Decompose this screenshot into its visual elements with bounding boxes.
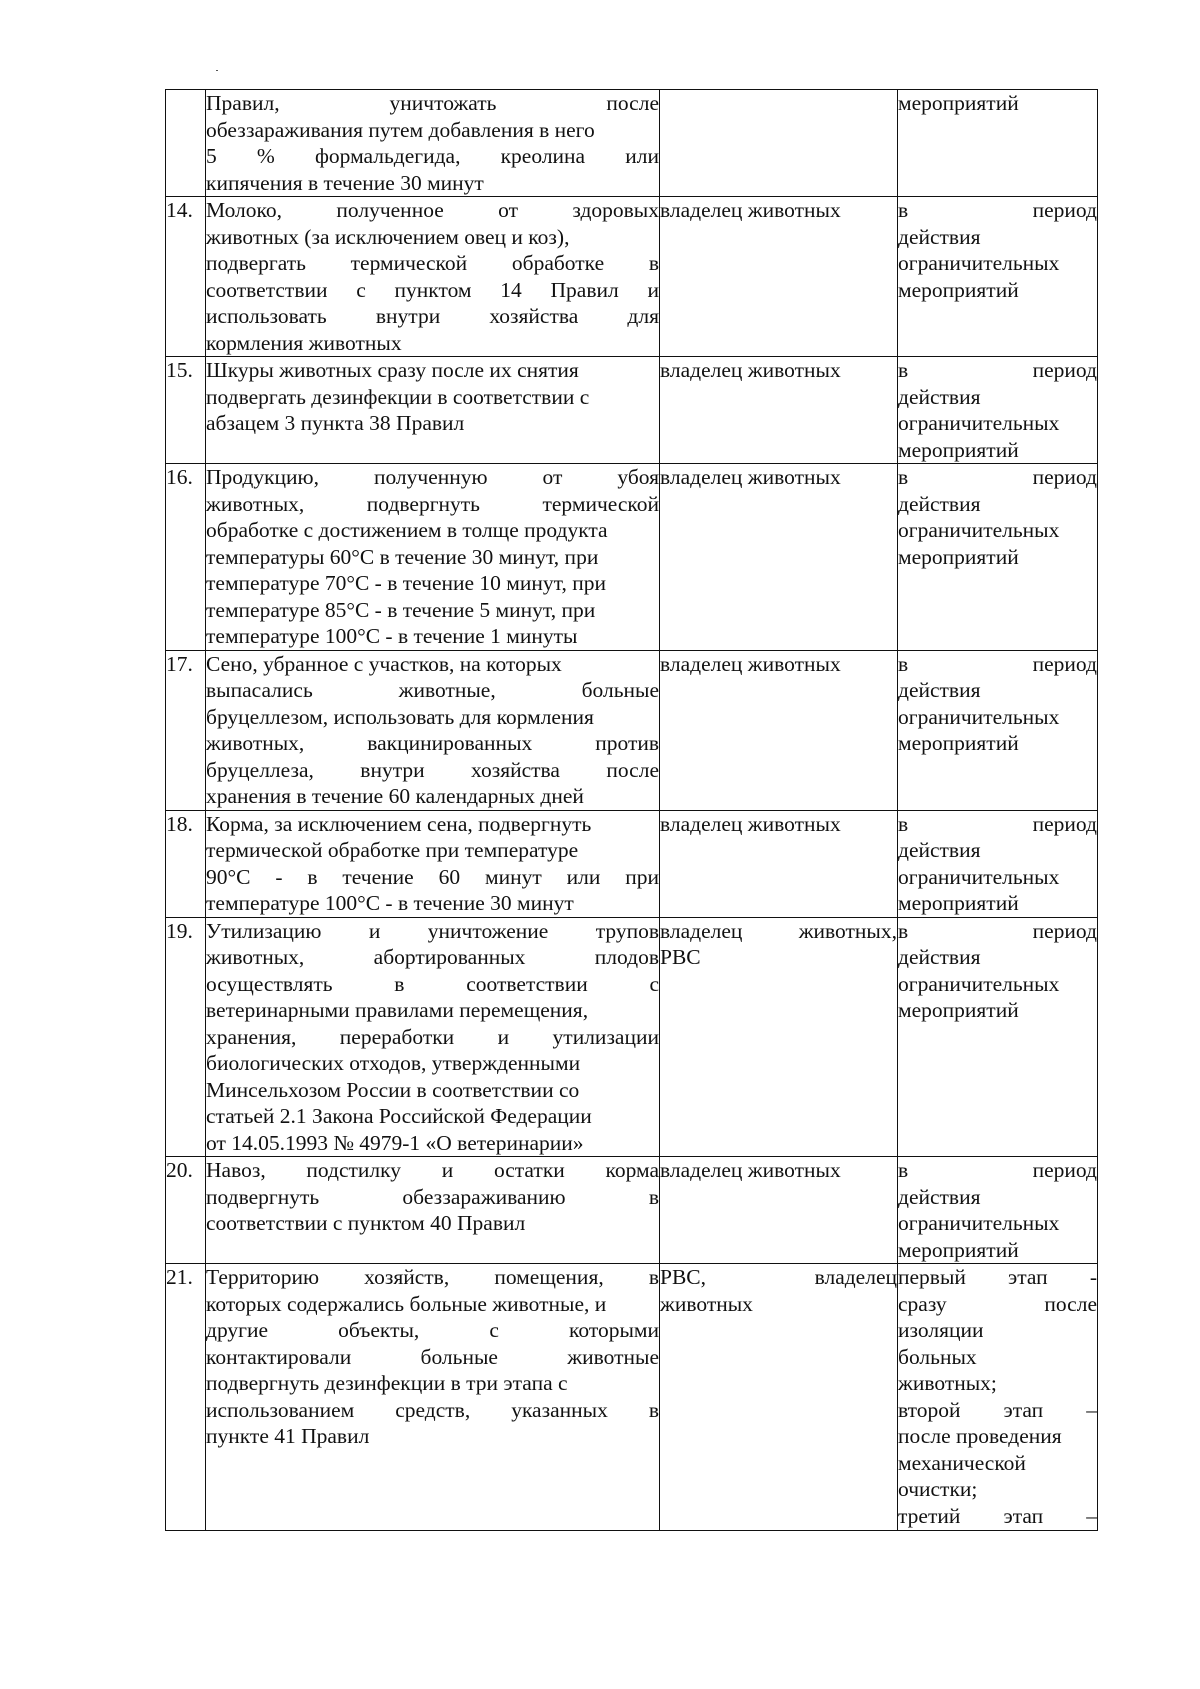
measure-text-line: бруцеллеза, внутри хозяйства после: [206, 757, 659, 782]
time-period-line: в период: [898, 465, 1097, 489]
measure-text-line: 5 % формальдегида, креолина или: [206, 144, 659, 168]
time-period-line: в период: [898, 358, 1097, 382]
measure-text-line: Навоз, подстилку и остатки корма: [206, 1158, 659, 1182]
measure-text: [206, 357, 660, 464]
responsible-party-line: РВС: [660, 945, 701, 969]
measure-text: [206, 917, 660, 1157]
row-21: [166, 1264, 1098, 1531]
measure-text-line: подвергать термической обработке в: [206, 251, 659, 275]
measure-text-line: Правил, уничтожать после: [206, 91, 659, 115]
responsible-party-line: владелец животных,: [660, 918, 897, 943]
time-period: [898, 197, 1098, 357]
time-period: [898, 917, 1098, 1157]
row-16: [166, 464, 1098, 651]
row-19: [166, 917, 1098, 1157]
time-period-line: ограничительных: [898, 251, 1060, 275]
time-period-line: действия: [898, 384, 981, 409]
row-number-value: 21.: [166, 1265, 193, 1289]
measure-text-line: кипячения в течение 30 минут: [206, 170, 484, 195]
time-period-line: действия: [898, 224, 981, 249]
time-period: [898, 464, 1098, 651]
time-period-line: в период: [898, 651, 1097, 676]
measure-text-line: подвергнуть обеззараживанию в: [206, 1184, 659, 1209]
time-period-line: первый этап -: [898, 1265, 1097, 1289]
time-period-line: ограничительных: [898, 411, 1060, 435]
measure-text-line: кормления животных: [206, 330, 402, 355]
time-period-line: ограничительных: [898, 971, 1060, 996]
measure-text-line: соответствии с пунктом 40 Правил: [206, 1211, 526, 1235]
responsible-party-line: владелец животных: [660, 198, 841, 222]
time-period-line: после проведения: [898, 1424, 1062, 1448]
measure-text-line: соответствии с пунктом 14 Правил и: [206, 277, 659, 302]
measure-text-line: от 14.05.1993 № 4979-1 «О ветеринарии»: [206, 1130, 584, 1155]
measure-text: [206, 1264, 660, 1531]
responsible-party: [660, 810, 898, 917]
row-number: [166, 650, 206, 810]
row-number: [166, 90, 206, 197]
measure-text-line: бруцеллезом, использовать для кормления: [206, 704, 594, 729]
time-period-line: второй этап –: [898, 1397, 1097, 1422]
row-number: [166, 917, 206, 1157]
time-period-line: мероприятий: [898, 544, 1019, 569]
responsible-party: [660, 1157, 898, 1264]
measure-text-line: Шкуры животных сразу после их снятия: [206, 358, 579, 382]
time-period: [898, 357, 1098, 464]
measure-text-line: животных, подвергнуть термической: [206, 491, 659, 516]
measure-text: [206, 197, 660, 357]
measure-text-line: температуре 85°С - в течение 5 минут, при: [206, 597, 596, 622]
time-period-line: мероприятий: [898, 437, 1019, 462]
time-period-line: в период: [898, 1158, 1097, 1182]
time-period: [898, 1157, 1098, 1264]
row-number: [166, 1264, 206, 1531]
time-period-line: механической: [898, 1450, 1026, 1475]
row-number-value: 18.: [166, 811, 193, 836]
responsible-party: [660, 90, 898, 197]
measure-text-line: контактировали больные животные: [206, 1344, 659, 1369]
measure-text-line: Сено, убранное с участков, на которых: [206, 651, 562, 676]
time-period-line: ограничительных: [898, 704, 1060, 729]
measure-text-line: подвергать дезинфекции в соответствии с: [206, 384, 590, 409]
row-14: [166, 197, 1098, 357]
responsible-party: [660, 650, 898, 810]
time-period-line: мероприятий: [898, 277, 1019, 302]
time-period-line: мероприятий: [898, 1237, 1019, 1262]
measure-text-line: обеззараживания путем добавления в него: [206, 117, 595, 142]
time-period: [898, 90, 1098, 197]
row-number: [166, 357, 206, 464]
measure-text-line: хранения в течение 60 календарных дней: [206, 784, 584, 808]
measure-text-line: использованием средств, указанных в: [206, 1397, 659, 1422]
measure-text-line: Продукцию, полученную от убоя: [206, 465, 659, 489]
row-number-value: 20.: [166, 1158, 193, 1182]
time-period-line: очистки;: [898, 1477, 978, 1501]
measure-text-line: Утилизацию и уничтожение трупов: [206, 918, 659, 943]
measure-text-line: хранения, переработки и утилизации: [206, 1024, 659, 1049]
responsible-party: [660, 464, 898, 651]
row-number-value: 16.: [166, 465, 193, 489]
measure-text-line: животных, абортированных плодов: [206, 945, 659, 969]
measure-text-line: пункте 41 Правил: [206, 1424, 370, 1448]
row-18: [166, 810, 1098, 917]
time-period-line: действия: [898, 678, 981, 702]
time-period-line: в период: [898, 918, 1097, 943]
responsible-party: [660, 197, 898, 357]
row-20: [166, 1157, 1098, 1264]
time-period-line: действия: [898, 945, 981, 969]
row-number: [166, 197, 206, 357]
measure-text-line: животных (за исключением овец и коз),: [206, 224, 570, 249]
row-number: [166, 810, 206, 917]
measure-text-line: обработке с достижением в толще продукта: [206, 518, 608, 542]
time-period-line: мероприятий: [898, 998, 1019, 1022]
measure-text-line: Корма, за исключением сена, подвергнуть: [206, 811, 592, 836]
time-period-line: действия: [898, 838, 981, 862]
measure-text: [206, 650, 660, 810]
measure-text-line: термической обработке при температуре: [206, 838, 579, 862]
time-period-line: действия: [898, 1184, 981, 1209]
measure-text-line: использовать внутри хозяйства для: [206, 304, 659, 328]
row-number: [166, 1157, 206, 1264]
time-period-line: больных: [898, 1344, 977, 1369]
responsible-party-line: владелец животных: [660, 465, 841, 489]
time-period-line: сразу после: [898, 1291, 1097, 1316]
time-period-line: третий этап –: [898, 1503, 1097, 1528]
measure-text-line: ветеринарными правилами перемещения,: [206, 998, 589, 1022]
responsible-party: [660, 357, 898, 464]
row-number-value: 14.: [166, 198, 193, 222]
time-period-line: действия: [898, 491, 981, 516]
row-17: [166, 650, 1098, 810]
row-number-value: 19.: [166, 918, 193, 943]
measure-text-line: 90°С - в течение 60 минут или при: [206, 864, 659, 889]
responsible-party: [660, 917, 898, 1157]
time-period-line: мероприятий: [898, 91, 1019, 115]
responsible-party-line: владелец животных: [660, 651, 841, 676]
measure-text: [206, 810, 660, 917]
measure-text-line: температуре 100°С - в течение 1 минуты: [206, 624, 578, 648]
measure-text-line: подвергнуть дезинфекции в три этапа с: [206, 1371, 568, 1395]
responsible-party: [660, 1264, 898, 1531]
time-period-line: ограничительных: [898, 1211, 1060, 1235]
responsible-party-line: владелец животных: [660, 358, 841, 382]
measure-text-line: Молоко, полученное от здоровых: [206, 198, 659, 222]
time-period-line: ограничительных: [898, 518, 1060, 542]
time-period-line: мероприятий: [898, 731, 1019, 755]
measure-text-line: Территорию хозяйств, помещения, в: [206, 1265, 659, 1289]
measure-text: [206, 1157, 660, 1264]
responsible-party-line: владелец животных: [660, 811, 841, 836]
measure-text-line: животных, вакцинированных против: [206, 731, 659, 755]
time-period-line: ограничительных: [898, 864, 1060, 889]
responsible-party-line: животных: [660, 1291, 753, 1316]
row-number-value: 15.: [166, 358, 193, 382]
time-period: [898, 810, 1098, 917]
time-period-line: мероприятий: [898, 891, 1019, 915]
measures-table: [165, 89, 1098, 1531]
row-13-continued: [166, 90, 1098, 197]
time-period-line: животных;: [898, 1371, 997, 1395]
measure-text-line: осуществлять в соответствии с: [206, 971, 659, 996]
responsible-party-line: владелец животных: [660, 1158, 841, 1182]
measure-text-line: биологических отходов, утвержденными: [206, 1051, 581, 1075]
measure-text-line: абзацем 3 пункта 38 Правил: [206, 411, 465, 435]
measure-text: [206, 90, 660, 197]
measure-text-line: температуры 60°С в течение 30 минут, при: [206, 544, 599, 569]
measure-text-line: температуре 70°С - в течение 10 минут, при: [206, 571, 606, 595]
measures-table-body: [166, 90, 1098, 1531]
measure-text-line: выпасались животные, больные: [206, 678, 659, 702]
time-period-line: в период: [898, 198, 1097, 222]
measure-text-line: Минсельхозом России в соответствии со: [206, 1077, 580, 1102]
scan-mark: [216, 70, 218, 71]
measure-text-line: которых содержались больные животные, и: [206, 1291, 607, 1316]
row-number: [166, 464, 206, 651]
time-period-line: изоляции: [898, 1318, 984, 1342]
time-period: [898, 650, 1098, 810]
measure-text: [206, 464, 660, 651]
responsible-party-line: РВС, владелец: [660, 1265, 897, 1289]
measure-text-line: статьей 2.1 Закона Российской Федерации: [206, 1104, 592, 1128]
row-15: [166, 357, 1098, 464]
time-period-line: в период: [898, 811, 1097, 836]
time-period: [898, 1264, 1098, 1531]
measure-text-line: другие объекты, с которыми: [206, 1318, 659, 1342]
measure-text-line: температуре 100°С - в течение 30 минут: [206, 891, 574, 915]
row-number-value: 17.: [166, 651, 193, 676]
